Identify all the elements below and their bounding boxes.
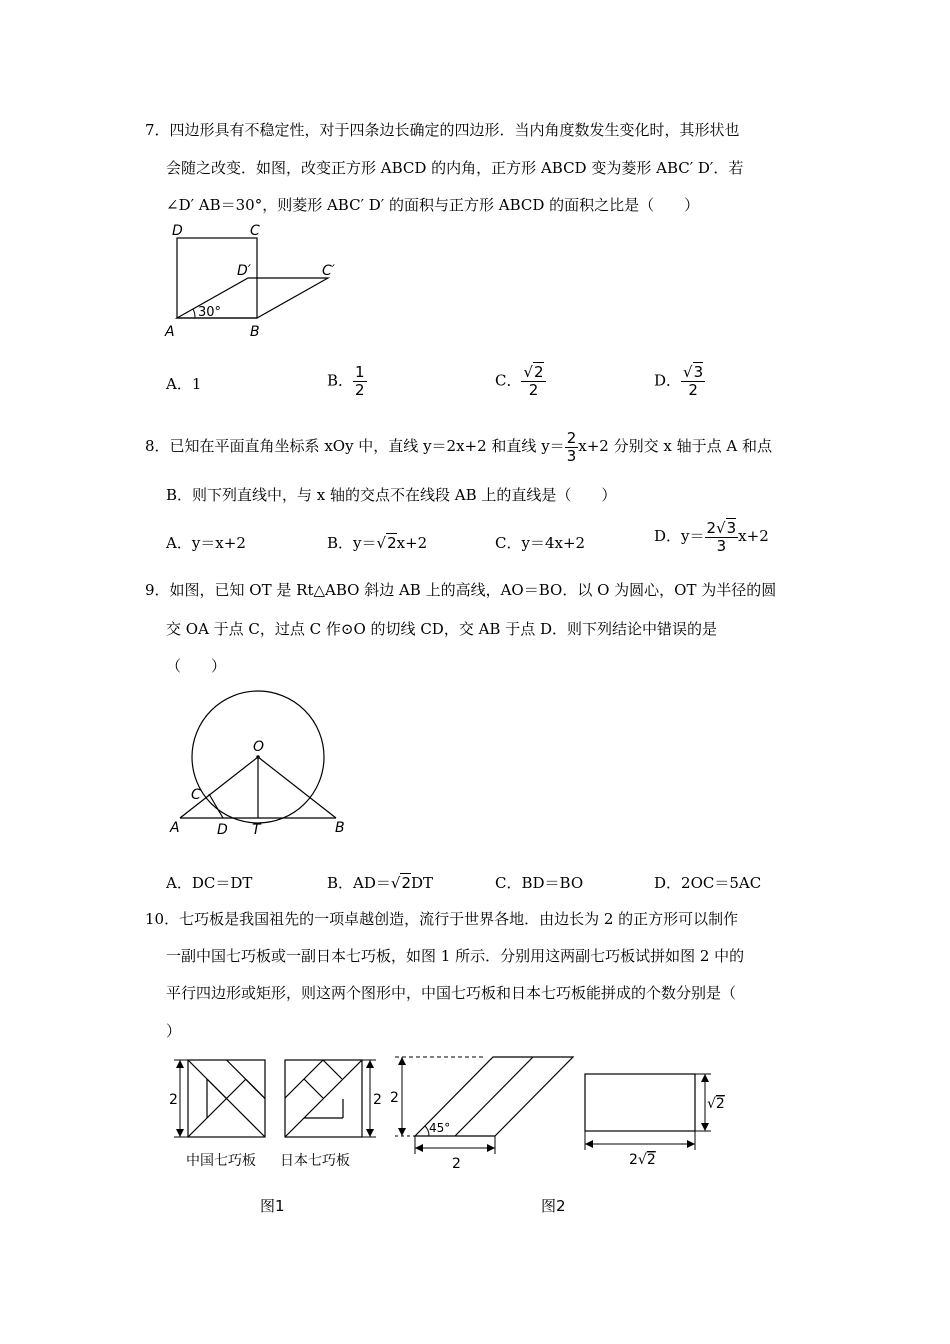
q10-fig2-rect-width: 2√2 xyxy=(629,1152,656,1168)
q8-frac-num: 2 xyxy=(566,428,577,447)
q9-option-c: C．BD＝BO xyxy=(495,874,584,892)
q9-label-O: O xyxy=(253,739,265,755)
q7-option-a-value: 1 xyxy=(191,375,202,393)
q8-option-d-pre: D．y＝ xyxy=(654,527,705,545)
q8-option-a: A．y＝x+2 xyxy=(166,534,246,552)
q7-option-a xyxy=(166,374,201,394)
q7-label-A: A xyxy=(165,324,175,340)
q7-line-1: 7．四边形具有不稳定性，对于四条边长确定的四边形．当内角度数发生变化时，其形状也 xyxy=(145,121,740,139)
q7-option-b-label: B． xyxy=(327,371,354,390)
q7-option-b-num: 1 xyxy=(355,363,365,381)
q7-option-c: C． $\frac{√2}{2}$ xyxy=(495,363,544,399)
q8-option-d-coef: 2 xyxy=(706,518,717,537)
q7-line-2: 会随之改变．如图，改变正方形 ABCD 的内角，正方形 ABCD 变为菱形 ABC′ D′．若 xyxy=(166,159,744,177)
q8-line-1-post: x+2 分别交 x 轴于点 A 和点 xyxy=(578,437,772,455)
q9-label-B: B xyxy=(335,820,345,836)
q7-option-a-label: A． xyxy=(166,375,192,393)
q10-china-label: 中国七巧板 xyxy=(186,1153,256,1169)
q9-label-A: A xyxy=(170,820,180,836)
q8-line-2: B．则下列直线中，与 x 轴的交点不在线段 AB 上的直线是（ ） xyxy=(166,486,617,504)
q7-option-d-den: 2 xyxy=(688,381,698,399)
q10-rectangle xyxy=(585,1074,695,1131)
q9-label-T: T xyxy=(252,822,261,838)
q7-option-d: D． $\frac{√3}{2}$ xyxy=(654,363,704,399)
q10-fig2-height: 2 xyxy=(390,1090,399,1106)
q8-option-b-rad: 2 xyxy=(387,534,397,552)
q9-label-D: D xyxy=(217,822,228,838)
q10-line-1: 10．七巧板是我国祖先的一项卓越创造，流行于世界各地．由边长为 2 的正方形可以制作 xyxy=(145,910,739,928)
q10-line-2: 一副中国七巧板或一副日本七巧板，如图 1 所示．分别用这两副七巧板试拼如图 2 中的 xyxy=(166,947,745,965)
q7-figure xyxy=(160,220,360,345)
q7-option-c-den: 2 xyxy=(528,381,539,399)
q10-figure-2-caption: 图2 xyxy=(541,1197,566,1215)
chinese-tangram xyxy=(188,1060,265,1137)
q10-fig2-base: 2 xyxy=(452,1156,461,1172)
q10-fig1-right-side: 2 xyxy=(373,1092,382,1108)
q8-option-c: C．y＝4x+2 xyxy=(495,534,586,552)
q7-line-3: ∠D′ AB＝30°，则菱形 ABC′ D′ 的面积与正方形 ABCD 的面积之比是（ ） xyxy=(166,196,700,214)
q7-option-b xyxy=(327,364,367,399)
q10-fig2-angle: 45° xyxy=(429,1121,451,1135)
q7-label-B: B xyxy=(250,324,260,340)
q9-line-1: 9．如图，已知 OT 是 Rt△ABO 斜边 AB 上的高线，AO＝BO．以 O 为圆心，OT 为半径的圆 xyxy=(145,581,777,599)
q10-figure-1-caption: 图1 xyxy=(260,1197,285,1215)
q10-fig2-rect-height: √2 xyxy=(707,1096,725,1112)
q8-option-b-pre: B．y＝ xyxy=(327,534,377,552)
q10-figure-2 xyxy=(385,1050,730,1175)
q9-label-C: C xyxy=(191,787,201,803)
q8-option-d-rad: 3 xyxy=(726,518,737,537)
q9-line-3: （ ） xyxy=(166,657,227,675)
q9-option-d: D．2OC＝5AC xyxy=(654,874,762,892)
q8-option-d: D．y＝ $\frac{2√3}{3}$ x+2 xyxy=(654,518,769,555)
q10-fig2-rect-width-rad: 2 xyxy=(646,1152,656,1168)
q10-figure-1 xyxy=(160,1050,395,1175)
q7-angle-label: 30° xyxy=(198,305,222,320)
q8-frac-den: 3 xyxy=(566,446,577,465)
q9-option-b-pre: B．AD＝ xyxy=(327,874,391,892)
q9-option-b-post: DT xyxy=(411,874,434,892)
q7-option-d-rad: 3 xyxy=(693,363,704,381)
q7-option-b-den: 2 xyxy=(355,381,365,399)
q8-option-d-post: x+2 xyxy=(738,527,769,545)
q8-line-1-pre: 8．已知在平面直角坐标系 xOy 中，直线 y＝2x+2 和直线 y＝ xyxy=(145,437,565,455)
q10-fig2-rect-height-rad: 2 xyxy=(715,1096,725,1112)
q9-figure xyxy=(165,685,365,840)
q7-option-c-label: C． xyxy=(495,371,522,390)
q10-japan-label: 日本七巧板 xyxy=(280,1153,350,1169)
q9-option-b-rad: 2 xyxy=(401,874,411,892)
q8-option-b: B．y＝√2x+2 xyxy=(327,534,428,552)
q9-line-2: 交 OA 于点 C，过点 C 作⊙O 的切线 CD，交 AB 于点 D．则下列结论中错误的是 xyxy=(166,620,718,638)
q10-fig2-rect-width-coef: 2 xyxy=(629,1152,638,1168)
q10-line-4: ） xyxy=(166,1022,182,1040)
q7-label-Dprime: D′ xyxy=(237,263,251,279)
q10-line-3: 平行四边形或矩形，则这两个图形中，中国七巧板和日本七巧板能拼成的个数分别是（ xyxy=(166,984,737,1002)
q8-option-d-den: 3 xyxy=(716,536,727,555)
japanese-tangram xyxy=(285,1060,362,1137)
q8-line-1 xyxy=(145,428,772,465)
q7-label-D: D xyxy=(172,223,183,239)
q7-label-C: C xyxy=(250,223,260,239)
q9-option-b: B．AD＝√2DT xyxy=(327,874,434,892)
q10-fig1-left-side: 2 xyxy=(169,1092,178,1108)
q8-option-b-post: x+2 xyxy=(396,534,428,552)
q7-option-d-label: D． xyxy=(654,371,682,390)
q7-option-c-rad: 2 xyxy=(534,363,544,381)
q7-label-Cprime: C′ xyxy=(322,263,335,279)
q9-option-a: A．DC＝DT xyxy=(166,874,253,892)
